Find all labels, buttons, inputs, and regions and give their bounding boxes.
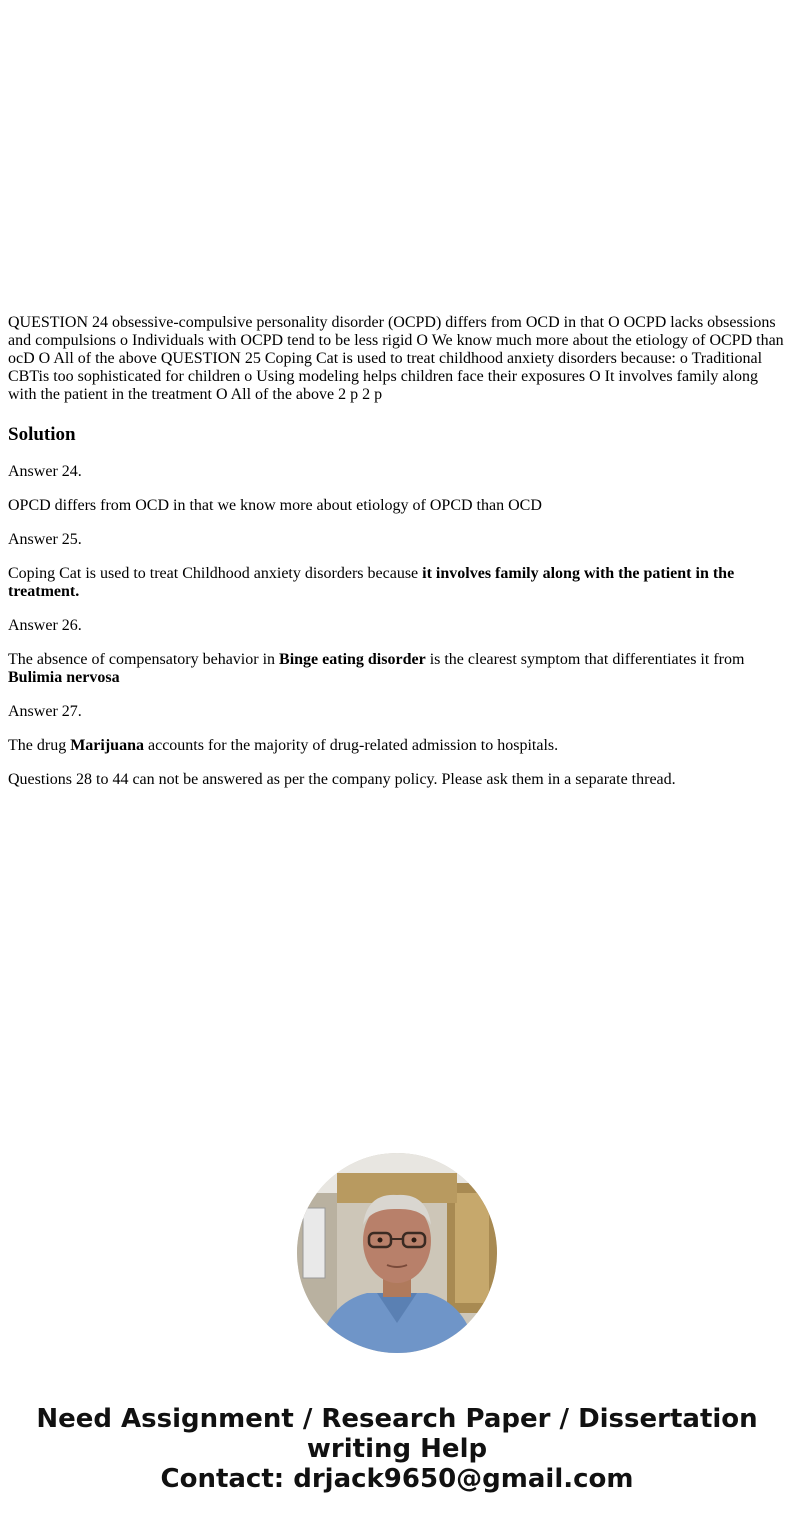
answer-24-label: Answer 24. bbox=[8, 463, 82, 480]
answer-27-label: Answer 27. bbox=[8, 703, 82, 720]
solution-heading: Solution bbox=[8, 424, 76, 445]
answer-26-label: Answer 26. bbox=[8, 617, 82, 634]
promo-line-2: writing Help bbox=[306, 1434, 488, 1464]
author-photo-illustration bbox=[297, 1153, 497, 1353]
answer-26-pre: The absence of compensatory behavior in bbox=[8, 651, 280, 668]
question-text: QUESTION 24 obsessive-compulsive personality disorder (OCPD) differs from OCD in that O OCPD lacks obsessions and compulsions o Individuals with OCPD tend to be less rigid O We know much more about the etiology of OCPD than ocD O All of the above QUESTION 25 Coping Cat is used to treat childhood anxiety disorders because: o Traditional CBTis too sophisticated for children o Using modeling helps children face their exposures O It involves family along with the patient in the treatment O All of the above 2 p 2 p bbox=[8, 314, 784, 403]
promo-line-1: Need Assignment / Research Paper / Dissertation bbox=[36, 1404, 758, 1434]
answer-27-post: accounts for the majority of drug-related admission to hospitals. bbox=[143, 737, 559, 754]
promo-banner bbox=[0, 1404, 794, 1494]
answer-26-bold-binge: Binge eating disorder bbox=[279, 651, 426, 668]
answer-27-text bbox=[8, 737, 786, 755]
answer-26-bold-bulimia: Bulimia nervosa bbox=[8, 669, 120, 686]
answer-26-text bbox=[8, 651, 786, 687]
answer-25-bold: it involves family along with the patient in the treatment. bbox=[8, 565, 735, 600]
policy-note: Questions 28 to 44 can not be answered as per the company policy. Please ask them in a separate thread. bbox=[8, 771, 676, 788]
answer-24-text: OPCD differs from OCD in that we know more about etiology of OPCD than OCD bbox=[8, 497, 542, 514]
answer-25-label: Answer 25. bbox=[8, 531, 82, 548]
answer-27-bold: Marijuana bbox=[70, 737, 144, 754]
answer-27-pre: The drug bbox=[8, 737, 71, 754]
author-photo bbox=[297, 1153, 497, 1353]
answer-25-pre: Coping Cat is used to treat Childhood anxiety disorders because bbox=[8, 565, 423, 582]
answer-26-mid: is the clearest symptom that differentiates it from bbox=[425, 651, 745, 668]
promo-contact: Contact: drjack9650@gmail.com bbox=[160, 1464, 634, 1494]
answer-25-text bbox=[8, 565, 786, 601]
main-content bbox=[8, 314, 786, 789]
